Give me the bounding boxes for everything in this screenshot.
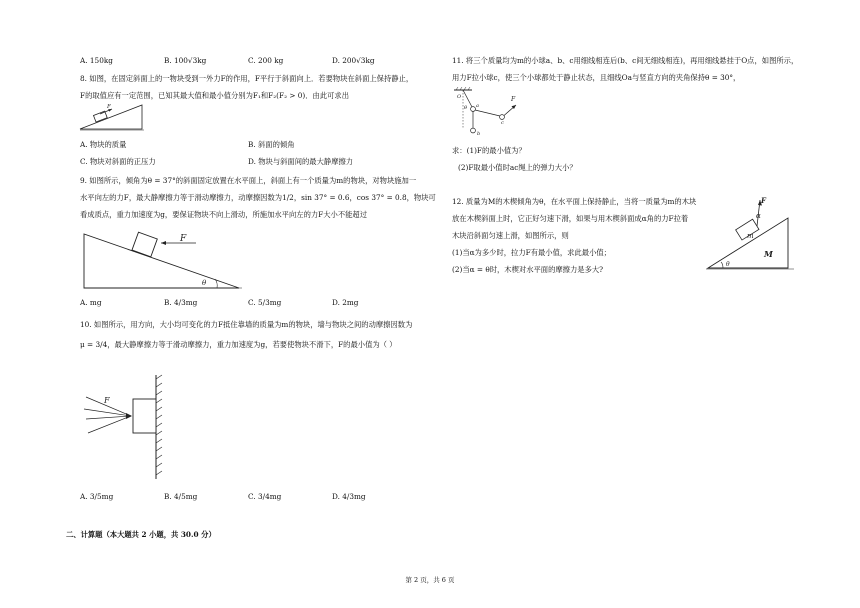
q8-incline <box>80 105 142 129</box>
q10-text-line1: 10. 如图所示，用方向，大小均可变化的力F抵住靠墙的质量为m的物块，墙与物块之间的动摩擦因数为 <box>80 320 413 329</box>
q9-angle-label: θ <box>202 279 207 287</box>
q8-option-a: A. 物块的质量 <box>80 140 127 149</box>
q8-options-row1 <box>80 140 295 150</box>
q8-text-line2: F的取值应有一定范围，已知其最大值和最小值分别为F₁和F₂(F₂ > 0)．由此可求出 <box>80 91 350 100</box>
q7-option-a: A. 150kg <box>80 56 113 65</box>
q10-text-line2: μ = 3/4，最大静摩擦力等于滑动摩擦力，重力加速度为g，若要使物块不滑下，F的最小值为（ ） <box>80 340 397 349</box>
q11-label-a: a <box>476 103 479 109</box>
q10-wall-figure <box>82 375 172 480</box>
q9-incline-figure <box>84 230 244 292</box>
q12-label-theta: θ <box>726 261 730 268</box>
q9-text-line2: 水平向左的力F，最大静摩擦力等于滑动摩擦力，动摩擦因数为1/2，sin 37° = 0.6，cos 37° = 0.8，物块可 <box>80 193 436 202</box>
page-footer: 第 2 页，共 6 页 <box>405 576 455 584</box>
q11-ball-b <box>471 128 476 133</box>
q11-label-theta: θ <box>464 105 468 111</box>
q11-ball-c <box>500 115 505 120</box>
q10-options <box>80 492 366 502</box>
q8-option-c: C. 物块对斜面的正压力 <box>80 157 156 166</box>
q10-option-c: C. 3/4mg <box>248 492 282 501</box>
q9-text-line1: 9. 如图所示，倾角为θ = 37°的斜面固定放置在水平面上，斜面上有一个质量为m的物块，对物块施加一 <box>80 176 417 185</box>
q9-options <box>80 298 358 308</box>
q11-text-line2: 用力F拉小球c，使三个小球都处于静止状态，且细线Oa与竖直方向的夹角保持θ = 30°， <box>452 73 741 82</box>
q8-option-d: D. 物块与斜面间的最大静摩擦力 <box>248 157 354 166</box>
q8-incline-figure <box>80 105 150 131</box>
q9-option-c: C. 5/3mg <box>248 298 282 307</box>
q7-option-d: D. 200√3kg <box>332 56 375 65</box>
q8-text-line1: 8. 如图，在固定斜面上的一物块受到一外力F的作用，F平行于斜面向上．若要物块在斜面上保持静止， <box>80 74 414 83</box>
q8-option-b: B. 斜面的倾角 <box>248 140 295 149</box>
q9-option-b: B. 4/3mg <box>164 298 198 307</box>
q8-options-row2 <box>80 157 353 167</box>
q8-block <box>93 111 107 122</box>
q12-label-m: m <box>747 232 754 240</box>
q12-text-line5: (2)当α = θ时，木楔对水平面的摩擦力是多大? <box>452 265 604 274</box>
q12-label-f: F <box>761 196 766 205</box>
q10-option-b: B. 4/5mg <box>164 492 198 501</box>
q10-option-a: A. 3/5mg <box>80 492 114 501</box>
q11-label-b: b <box>477 131 481 137</box>
q9-text-line3: 看成质点，重力加速度为g，要保证物块不向上滑动，所施加水平向左的力F大小不能超过 <box>80 210 368 219</box>
q11-ask2: (2)F取最小值时ac绳上的弹力大小？ <box>458 163 577 172</box>
q12-text-line4: (1)当α为多少时，拉力F有最小值，求此最小值； <box>452 248 611 257</box>
q7-option-b: B. 100√3kg <box>164 56 207 65</box>
q7-option-c: C. 200 kg <box>248 56 284 65</box>
q12-text-line1: 12. 质量为M的木楔倾角为θ，在水平面上保持静止，当将一质量为m的木块 <box>452 197 697 206</box>
q12-text-line3: 木块沿斜面匀速上滑，如图所示，则 <box>452 231 569 240</box>
q9-option-d: D. 2mg <box>332 298 359 307</box>
q12-wedge-figure <box>706 196 796 272</box>
q9-block <box>132 232 157 257</box>
q7-options <box>80 56 375 66</box>
q10-option-d: D. 4/3mg <box>332 492 366 501</box>
q9-option-a: A. mg <box>80 298 102 307</box>
q10-force-label: F <box>104 396 110 405</box>
q11-ball-a <box>471 107 476 112</box>
q12-label-M: M <box>764 249 773 259</box>
q11-string-ac <box>475 110 500 116</box>
q11-label-o: O <box>457 94 462 100</box>
section-heading-calculation: 二、计算题（本大题共 2 小题，共 30.0 分） <box>66 530 216 539</box>
q9-force-label: F <box>180 234 187 244</box>
q11-label-c: c <box>501 120 504 126</box>
q11-balls-figure <box>454 88 539 144</box>
q12-label-alpha: α <box>756 212 761 220</box>
q10-block <box>133 399 156 433</box>
q11-text-line1: 11. 将三个质量均为m的小球a、b、c用细线相连后(b、c间无细线相连)，再用细线悬挂于O点，如图所示， <box>452 56 799 65</box>
q11-label-f: F <box>511 96 516 103</box>
q12-text-line2: 放在木楔斜面上时，它正好匀速下滑，如果与用木楔斜面成α角的力F拉着 <box>452 214 689 223</box>
q8-force-label: F <box>107 104 111 110</box>
q11-ask1: 求：(1)F的最小值为？ <box>452 146 526 155</box>
